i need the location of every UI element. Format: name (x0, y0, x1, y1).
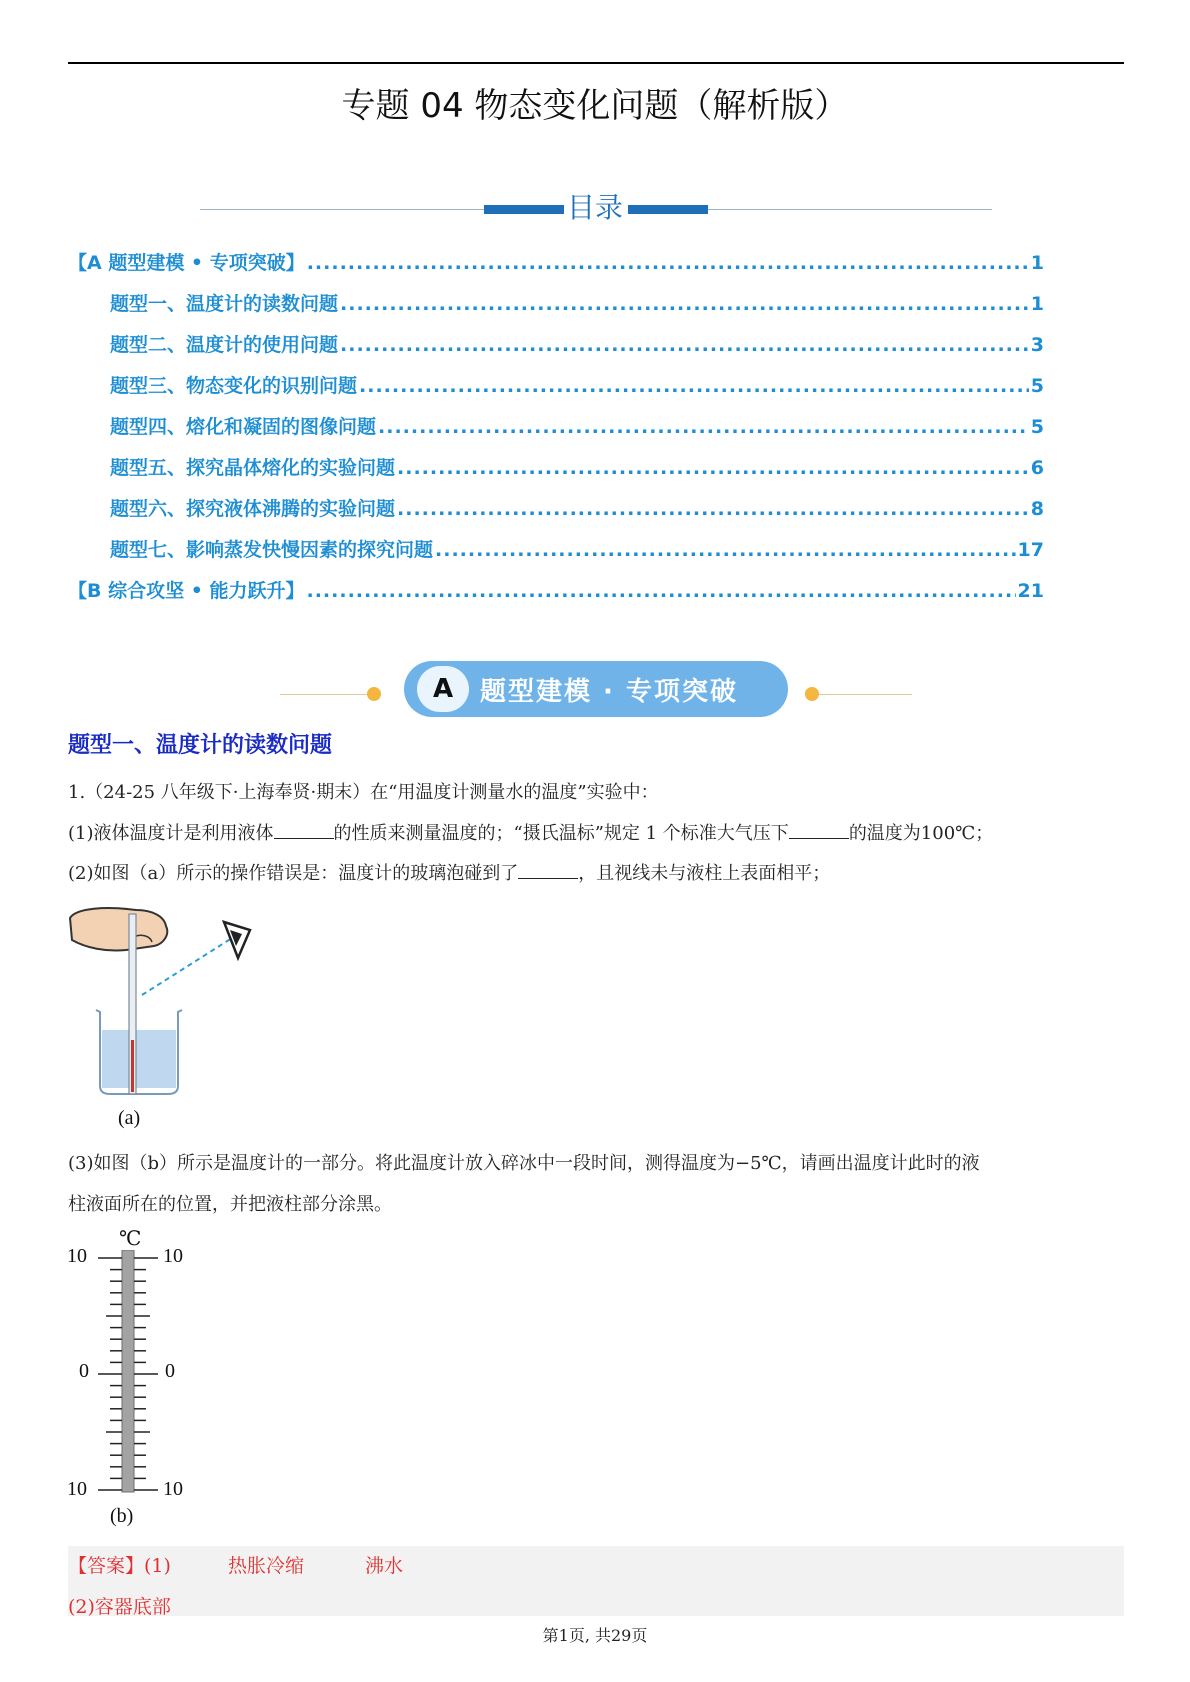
table-of-contents (68, 248, 1044, 617)
toc-entry-label: 题型五、探究晶体熔化的实验问题 (110, 457, 396, 479)
toc-entry-label: 【B 综合攻坚 • 能力跃升】 (68, 580, 305, 602)
scale-unit: ℃ (119, 1228, 142, 1250)
question-text: 的性质来测量温度的；“摄氏温标”规定 1 个标准大气压下 (333, 823, 789, 844)
hand-illustration (70, 908, 167, 950)
scale-label-left-bottom: 10 (67, 1478, 87, 1500)
toc-entry-page: 17 (1017, 539, 1044, 561)
answer-blank[interactable] (518, 864, 578, 879)
toc-leader (435, 539, 1016, 561)
toc-entry[interactable] (68, 535, 1044, 576)
answer-1: 热胀冷缩 (228, 1555, 305, 1577)
answer-2: 沸水 (365, 1555, 404, 1577)
toc-leader (307, 252, 1029, 274)
toc-entry-page: 21 (1017, 580, 1044, 602)
toc-entry-label: 题型一、温度计的读数问题 (110, 293, 339, 315)
page-footer: 第1页, 共29页 (542, 1626, 648, 1645)
answer-label: 【答案】 (68, 1555, 145, 1577)
question-text: 的温度为100℃； (848, 823, 994, 844)
toc-entry-label: 题型四、熔化和凝固的图像问题 (110, 416, 377, 438)
figure-a-caption: (a) (118, 1107, 141, 1129)
toc-entry-page: 3 (1030, 334, 1044, 356)
question-intro: 1.（24-25 八年级下·上海奉贤·期末）在“用温度计测量水的温度”实验中： (68, 782, 659, 803)
toc-entry[interactable] (68, 453, 1044, 494)
scale-label-right-top: 10 (163, 1245, 183, 1267)
banner-dot-right (805, 687, 819, 701)
toc-entry-label: 题型三、物态变化的识别问题 (110, 375, 358, 397)
toc-entry-page: 8 (1030, 498, 1044, 520)
toc-entry-label: 题型六、探究液体沸腾的实验问题 (110, 498, 396, 520)
toc-entry-label: 题型七、影响蒸发快慢因素的探究问题 (110, 539, 434, 561)
top-rule (68, 62, 1124, 64)
question-part-3-line-1: (3)如图（b）所示是温度计的一部分。将此温度计放入碎冰中一段时间，测得温度为−5℃，请画出温度计此时的液 (68, 1153, 980, 1174)
scale-label-right-bottom: 10 (163, 1478, 183, 1500)
figure-b-caption: (b) (110, 1505, 134, 1527)
section-banner-text: 题型建模 · 专项突破 (480, 677, 738, 707)
answer-part-1: (1) (144, 1555, 171, 1577)
toc-accent-right (628, 205, 708, 214)
toc-entry[interactable] (68, 248, 1044, 289)
toc-leader (340, 293, 1029, 315)
document-title: 专题 04 物态变化问题（解析版） (341, 86, 849, 126)
toc-entry[interactable] (68, 289, 1044, 330)
toc-entry-page: 1 (1030, 293, 1044, 315)
answer-blank[interactable] (789, 824, 849, 839)
toc-leader (359, 375, 1029, 397)
beaker-water (102, 1030, 176, 1088)
question-part-1 (68, 819, 993, 845)
scale-label-left-top: 10 (67, 1245, 87, 1267)
answer-box (68, 1546, 1124, 1616)
question-part-2 (68, 859, 830, 885)
question-text: ，且视线未与液柱上表面相平； (578, 863, 831, 884)
section-heading: 题型一、温度计的读数问题 (68, 733, 333, 758)
banner-dot-left (367, 687, 381, 701)
toc-leader (397, 457, 1029, 479)
banner-line-right (812, 694, 912, 695)
toc-entry-page: 1 (1030, 252, 1044, 274)
toc-entry[interactable] (68, 412, 1044, 453)
answer-part-2: (2)容器底部 (68, 1596, 171, 1618)
toc-entry-page: 5 (1030, 416, 1044, 438)
banner-line-left (280, 694, 380, 695)
toc-heading: 目录 (566, 191, 623, 224)
question-text: (2)如图（a）所示的操作错误是：温度计的玻璃泡碰到了 (68, 863, 519, 884)
answer-line-1 (68, 1551, 171, 1578)
answer-blank[interactable] (274, 824, 334, 839)
question-text: (1)液体温度计是利用液体 (68, 823, 274, 844)
figure-a-thermometer-in-beaker (66, 900, 276, 1100)
thermometer-liquid (131, 1040, 134, 1092)
toc-entry-page: 5 (1030, 375, 1044, 397)
toc-entry[interactable] (68, 494, 1044, 535)
toc-accent-left (484, 205, 564, 214)
toc-entry[interactable] (68, 576, 1044, 617)
toc-entry-label: 【A 题型建模 • 专项突破】 (68, 252, 305, 274)
toc-leader (378, 416, 1029, 438)
thermometer-column (122, 1250, 134, 1492)
toc-entry[interactable] (68, 330, 1044, 371)
toc-leader (340, 334, 1029, 356)
question-part-3-line-2: 柱液面所在的位置，并把液柱部分涂黑。 (68, 1194, 392, 1215)
toc-entry-page: 6 (1030, 457, 1044, 479)
toc-leader (306, 580, 1015, 602)
toc-entry-label: 题型二、温度计的使用问题 (110, 334, 339, 356)
toc-entry[interactable] (68, 371, 1044, 412)
scale-label-left-mid: 0 (79, 1360, 89, 1382)
toc-leader (397, 498, 1029, 520)
scale-label-right-mid: 0 (165, 1360, 175, 1382)
section-banner-letter: A (417, 666, 469, 712)
figure-b-thermometer-scale (92, 1250, 164, 1494)
